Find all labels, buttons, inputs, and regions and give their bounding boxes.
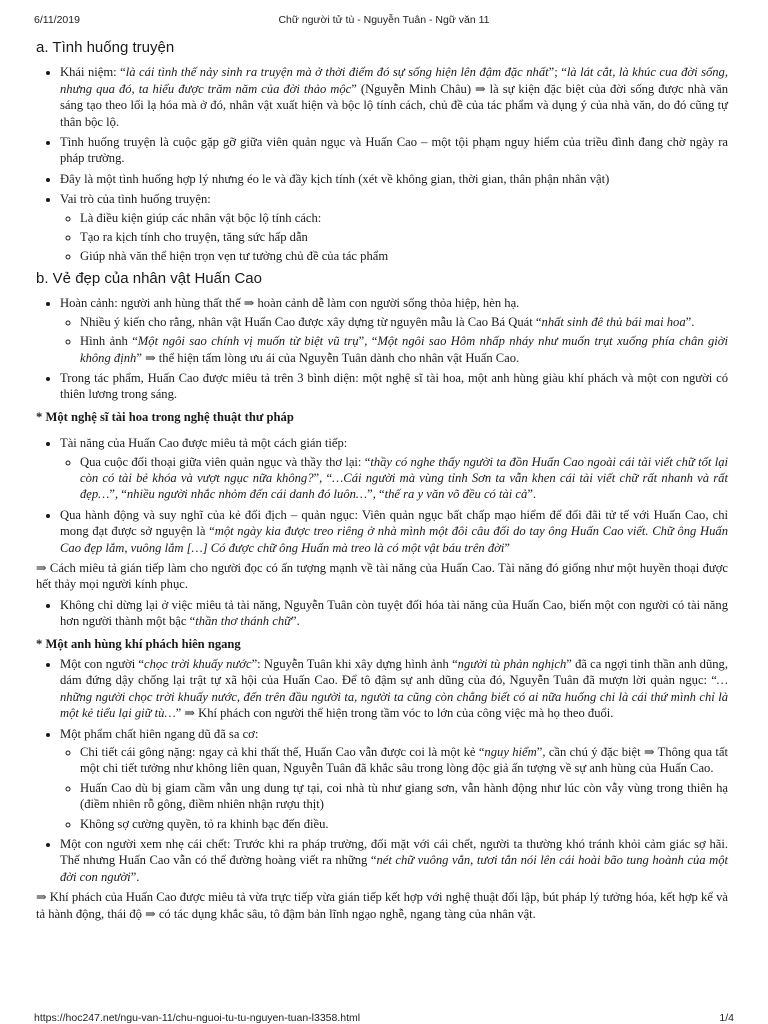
quote: người tù phản nghịch <box>457 657 567 671</box>
subsection-heading-artist: * Một nghệ sĩ tài hoa trong nghệ thuật thư pháp <box>36 409 294 424</box>
section-a-heading: a. Tình huống truyện <box>36 39 175 56</box>
text: ” (Nguyễn Minh Châu) ⇒ là sự kiện đặc biệt của đời sống được nhà văn sáng tạo theo lối lạ hóa mà ở đó, nhân vật xuất hiện và bộc lộ tính cách, chủ đề của tác phẩm và dụng ý của nhà văn, do đó cũng tự thân bộc lộ. <box>60 81 728 129</box>
list-item <box>60 295 728 366</box>
document-body <box>36 40 728 926</box>
quote: nguy hiểm <box>484 745 537 760</box>
text: Khái niệm: “ <box>60 65 126 80</box>
sub-item: ◦ Giúp nhà văn thể hiện trọn vẹn tư tưởng chủ đề của tác phẩm <box>80 248 728 264</box>
paragraph: ⇒ Cách miêu tả gián tiếp làm cho người đọc có ấn tượng mạnh về tài năng của Huấn Cao. Tài năng đó giống như một huyền thoại được hết thảy mọi người kính phục. <box>36 560 728 592</box>
sub-list <box>60 210 728 265</box>
section-a-list <box>36 64 728 264</box>
sub-item <box>80 454 728 503</box>
text: ” ⇒ thể hiện tấm lòng ưu ái của Nguyễn Tuân dành cho nhân vật Huấn Cao. <box>136 350 520 365</box>
text: ”. <box>685 314 695 329</box>
text: ”; “ <box>548 65 567 80</box>
sub-item: ◦ Tạo ra kịch tính cho truyện, tăng sức hấp dẫn <box>80 229 728 245</box>
section-c-list <box>36 435 728 556</box>
quote: chọc trời khuấy nước <box>144 657 252 671</box>
section-b-list <box>36 295 728 402</box>
quote: nhất sinh đê thủ bái mai hoa <box>541 314 686 329</box>
quote: Một ngôi sao Hôm nhấp nháy như muốn trụt xuống phía chân giời không định <box>80 334 728 365</box>
list-item <box>60 836 728 885</box>
text: Một con người “ <box>60 657 144 671</box>
sub-item: ◦ Là điều kiện giúp các nhân vật bộc lộ tính cách: <box>80 210 728 226</box>
list-item <box>60 64 728 130</box>
text: Một phẩm chất hiên ngang dũ đã sa cơ: <box>60 726 259 741</box>
list-item: • Tình huống truyện là cuộc gặp gỡ giữa viên quản ngục và Huấn Cao – một tội phạm nguy hiểm của triều đình đang chờ ngày ra pháp trường. <box>60 134 728 167</box>
list-item <box>60 597 728 630</box>
page-url[interactable]: https://hoc247.net/ngu-van-11/chu-nguoi-tu-tu-nguyen-tuan-l3358.html <box>34 1012 361 1024</box>
text: Nhiều ý kiến cho rằng, nhân vật Huấn Cao được xây dựng từ nguyên mẫu là Cao Bá Quát “ <box>80 314 542 329</box>
text: Qua hành động và suy nghĩ của kẻ đối địch – quản ngục: Viên quản ngục bất chấp mạo hiểm để đối đãi tử tế với Huấn Cao, chỉ mong đạt được sở nguyện là “ <box>60 507 728 539</box>
text: ” <box>504 540 510 555</box>
section-c-list-2 <box>36 597 728 630</box>
text: ”. <box>130 869 140 884</box>
text: Qua cuộc đối thoại giữa viên quản ngục và thầy thơ lại: “ <box>80 454 371 469</box>
text: Hoàn cảnh: người anh hùng thất thế ⇒ hoàn cảnh dễ làm con người sống thỏa hiệp, hèn hạ. <box>60 296 520 311</box>
sub-list <box>60 454 728 503</box>
text: Hình ảnh “ <box>80 334 138 349</box>
sub-list <box>60 744 728 832</box>
page-title: Chữ người tử tù - Nguyễn Tuân - Ngữ văn 11 <box>278 14 490 26</box>
paragraph: ⇒ Khí phách của Huấn Cao được miêu tả vừa trực tiếp vừa gián tiếp kết hợp với nghệ thuật đối lập, bút pháp lý tưởng hóa, kết hợp kể và tả hành động, thái độ ⇒ có tác dụng khắc sâu, tô đậm bản lĩnh ngạo nghễ, ngang tàng của nhân vật. <box>36 890 728 921</box>
quote: một ngày kia được treo riêng ở nhà mình một đôi câu đối do tay ông Huấn Cao viết. Chữ ông Huấn Cao đẹp lắm, vuông lắm […] Có được chữ ông Huấn mà treo là có một vật báu trên đời <box>60 524 728 555</box>
text: ” đã ca ngợi tinh thần anh dũng, dám đứng dậy chống lại trật tự xã hội của Huấn Cao. Để tô đậm sự anh dũng của đó, Nguyễn Tuân đã mượn lời quản ngục: “ <box>60 657 728 688</box>
page-number: 1/4 <box>719 1012 734 1024</box>
quote: thế ra y văn võ đều có tài cả <box>384 487 528 502</box>
list-item <box>60 656 728 722</box>
text: ”, “ <box>367 487 385 502</box>
sub-item: ◦ Huấn Cao dù bị giam cầm vẫn ung dung tự tại, coi nhà tù như giang sơn, vẫn hành động như lúc còn vẫy vùng trong thiên hạ (điềm nhiên rỗ gông, điềm nhiên nhận rượu thịt) <box>80 780 728 813</box>
text: Chi tiết cái gông nặng: ngay cả khi thất thế, Huấn Cao vẫn được coi là một kẻ “ <box>80 745 485 760</box>
text: ” ⇒ Khí phách con người thể hiện trong tầm vóc to lớn của công việc mà họ theo đuổi. <box>175 706 614 721</box>
quote: thầy có nghe thấy người ta đồn Huấn Cao ngoài cái tài viết chữ tốt lại còn có tài bẻ khóa và vượt ngục nữa không? <box>80 454 728 485</box>
text: ”. <box>527 487 537 502</box>
quote: thần thơ thánh chữ <box>195 614 292 629</box>
text: ”: Nguyễn Tuân khi xây dựng hình ảnh “ <box>251 657 458 671</box>
section-b-heading: b. Vẻ đẹp của nhân vật Huấn Cao <box>36 269 262 287</box>
sub-item <box>80 333 728 366</box>
list-item <box>60 726 728 832</box>
text: ”, “ <box>358 334 378 349</box>
section-d-list <box>36 656 728 885</box>
text: Vai trò của tình huống truyện: <box>60 192 211 207</box>
sub-item: ◦ Không sợ cường quyền, tỏ ra khinh bạc đến điều. <box>80 816 728 832</box>
text: ”, “ <box>313 470 333 485</box>
text: ”. <box>291 614 300 629</box>
list-item <box>60 435 728 503</box>
print-date: 6/11/2019 <box>34 14 80 26</box>
subsection-heading-hero: * Một anh hùng khí phách hiên ngang <box>36 636 241 651</box>
quote: Một ngôi sao chính vị muốn từ biệt vũ trụ <box>137 334 359 349</box>
text: Không chỉ dừng lại ở việc miêu tả tài năng, Nguyễn Tuân còn tuyệt đối hóa tài năng của Huấn Cao, biến một con người có tài năng hơn người thành một bậc “ <box>60 597 728 629</box>
quote: là lát cắt, là khúc cua đời sống, nhưng qua đó, ta hiểu được trăm năm của đời thảo mộc <box>60 65 729 96</box>
sub-item <box>80 744 728 777</box>
sub-list <box>60 314 728 366</box>
list-item <box>60 191 728 265</box>
list-item: • Trong tác phẩm, Huấn Cao được miêu tả trên 3 bình diện: một nghệ sĩ tài hoa, một anh hùng giàu khí phách và một con người có thiên lương trong sáng. <box>60 370 728 403</box>
text: ”, “ <box>109 487 127 502</box>
sub-item <box>80 314 728 330</box>
quote: là cái tình thế nảy sinh ra truyện mà ở thời điểm đó sự sống hiện lên đậm đặc nhất <box>125 65 549 80</box>
quote: nhiều người nhắc nhỏm đến cái danh đó luôn… <box>126 487 368 502</box>
list-item <box>60 507 728 556</box>
quote: … những người chọc trời khuấy nước, đến trên đầu người ta, người ta cũng còn chẳng biết có ai nữa huống chi là cái thứ mình chỉ là một kẻ tiểu lại giữ tù… <box>60 673 728 721</box>
quote: nét chữ vuông vắn, tươi tắn nói lên cái hoài bão tung hoành của một đời con người <box>60 853 728 884</box>
text: Một con người xem nhẹ cái chết: Trước khi ra pháp trường, đối mặt với cái chết, người ta thường khó tránh khỏi cảm giác sợ hãi. Thế nhưng Huấn Cao vẫn có thể đường hoàng viết ra những “ <box>60 837 728 868</box>
list-item: • Đây là một tình huống hợp lý nhưng éo le và đầy kịch tính (xét về không gian, thời gian, thân phận nhân vật) <box>60 171 728 187</box>
text: ”, cần chú ý đặc biệt ⇒ Thông qua tất một chi tiết tưởng như không liên quan, Nguyễn Tuân đã khắc sâu trong lòng độc giả ấn tượng về sự anh hùng của Huấn Cao. <box>80 745 729 776</box>
quote: …Cái người mà vùng tỉnh Sơn ta vẫn khen cái tài viết chữ rất nhanh và rất đẹp… <box>80 470 728 502</box>
text: Tài năng của Huấn Cao được miêu tả một cách gián tiếp: <box>60 436 348 451</box>
